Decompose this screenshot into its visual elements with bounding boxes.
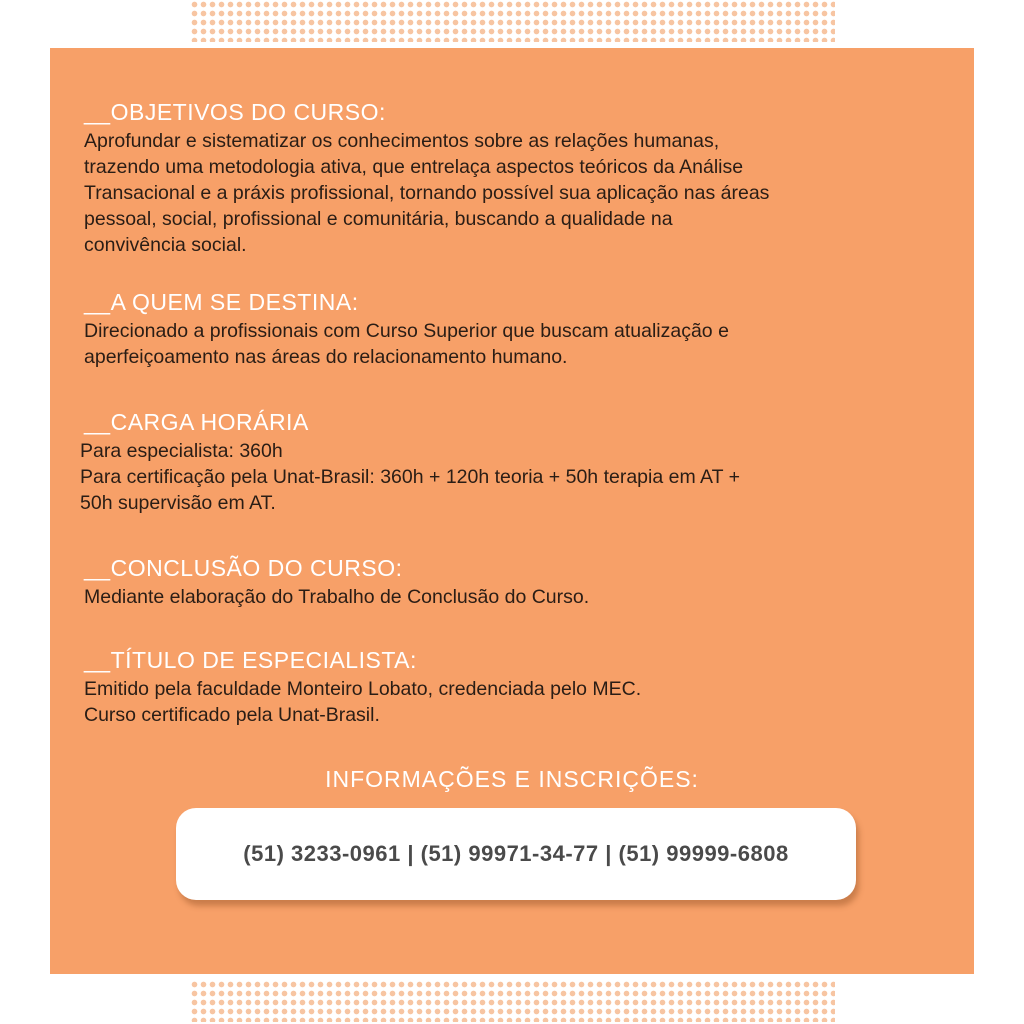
info-heading: INFORMAÇÕES E INSCRIÇÕES:: [325, 766, 699, 792]
info-panel: [50, 48, 974, 974]
body-line: Direcionado a profissionais com Curso Superior que buscam atualização e: [84, 320, 729, 342]
body-line: Emitido pela faculdade Monteiro Lobato, credenciada pelo MEC.: [84, 678, 642, 700]
section-body: [80, 438, 910, 516]
section-objetivos: [84, 98, 914, 258]
decorative-dots-top: [190, 0, 835, 42]
section-heading: __TÍTULO DE ESPECIALISTA:: [84, 647, 417, 673]
section-body: [84, 584, 914, 610]
section-carga-horaria: [80, 408, 910, 516]
body-line: trazendo uma metodologia ativa, que entrelaça aspectos teóricos da Análise: [84, 156, 744, 178]
section-titulo: [84, 646, 914, 728]
section-heading: __CARGA HORÁRIA: [84, 409, 309, 435]
body-line: aperfeiçoamento nas áreas do relacionamento humano.: [84, 346, 568, 368]
section-publico: [84, 288, 914, 370]
decorative-dots-bottom: [190, 980, 835, 1022]
body-line: Para certificação pela Unat-Brasil: 360h + 120h teoria + 50h terapia em AT +: [80, 466, 740, 488]
body-line: 50h supervisão em AT.: [80, 492, 276, 514]
body-line: Transacional e a práxis profissional, tornando possível sua aplicação nas áreas: [84, 182, 770, 204]
body-line: pessoal, social, profissional e comunitária, buscando a qualidade na: [84, 208, 673, 230]
section-heading: __OBJETIVOS DO CURSO:: [84, 99, 386, 125]
section-heading: __CONCLUSÃO DO CURSO:: [84, 555, 403, 581]
body-line: Aprofundar e sistematizar os conhecimentos sobre as relações humanas,: [84, 130, 720, 152]
body-line: Mediante elaboração do Trabalho de Conclusão do Curso.: [84, 586, 590, 608]
section-body: [84, 676, 914, 728]
section-body: [84, 318, 914, 370]
body-line: convivência social.: [84, 234, 247, 256]
body-line: Curso certificado pela Unat-Brasil.: [84, 704, 380, 726]
phone-numbers: (51) 3233-0961 | (51) 99971-34-77 | (51) 99999-6808: [243, 841, 789, 866]
body-line: Para especialista: 360h: [80, 440, 283, 462]
section-body: [84, 128, 914, 258]
section-conclusao: [84, 554, 914, 610]
section-heading: __A QUEM SE DESTINA:: [84, 289, 359, 315]
phone-numbers-box: [176, 808, 856, 900]
